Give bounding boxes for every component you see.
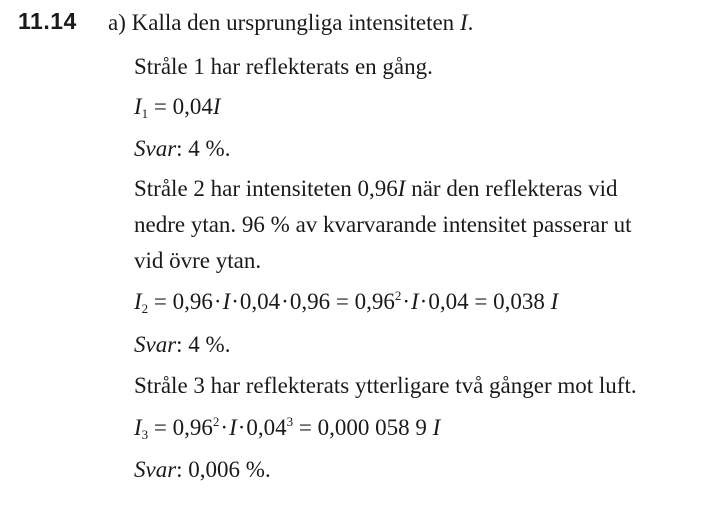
svar-label: Svar: [134, 136, 177, 161]
ray1-answer: [134, 134, 230, 164]
ray2-equation: $I_2 = 0,96\cdot I\cdot 0,04\cdot 0,96 = 0,96^2\cdot I\cdot 0,04 = 0,038$ I: [134, 288, 559, 316]
intro-variable: I: [459, 10, 468, 35]
svar-label: Svar: [134, 457, 177, 482]
ray3-answer: [134, 455, 271, 485]
ray2-text-line3: vid övre ytan.: [134, 248, 262, 273]
svar-value: : 0,006 %.: [176, 457, 271, 482]
svar-value: : 4 %.: [176, 136, 231, 161]
ray3-text: Stråle 3 har reflekterats ytterligare två gånger mot luft.: [134, 373, 637, 398]
ray1-text: Stråle 1 har reflekterats en gång.: [134, 54, 433, 79]
ray2-text-line1: Stråle 2 har intensiteten 0,96I när den reflekteras vid: [134, 176, 618, 201]
intro-text: Kalla den ursprungliga intensiteten: [131, 10, 455, 35]
svar-label: Svar: [134, 332, 177, 357]
part-label: a): [108, 10, 126, 35]
ray3-equation: $I_3 = 0,96^2\cdot I\cdot 0,04^3 = 0,000$ 058 9 I: [134, 414, 441, 442]
problem-number: 11.14: [18, 8, 77, 34]
part-a-intro: a) Kalla den ursprungliga intensiteten I.: [108, 10, 474, 35]
ray2-text-line2: nedre ytan. 96 % av kvarvarande intensitet passerar ut: [134, 212, 632, 237]
ray2-answer: [134, 330, 230, 360]
ray1-equation: $I_1 = 0,04I$: [134, 94, 221, 121]
svar-value: : 4 %.: [176, 332, 231, 357]
